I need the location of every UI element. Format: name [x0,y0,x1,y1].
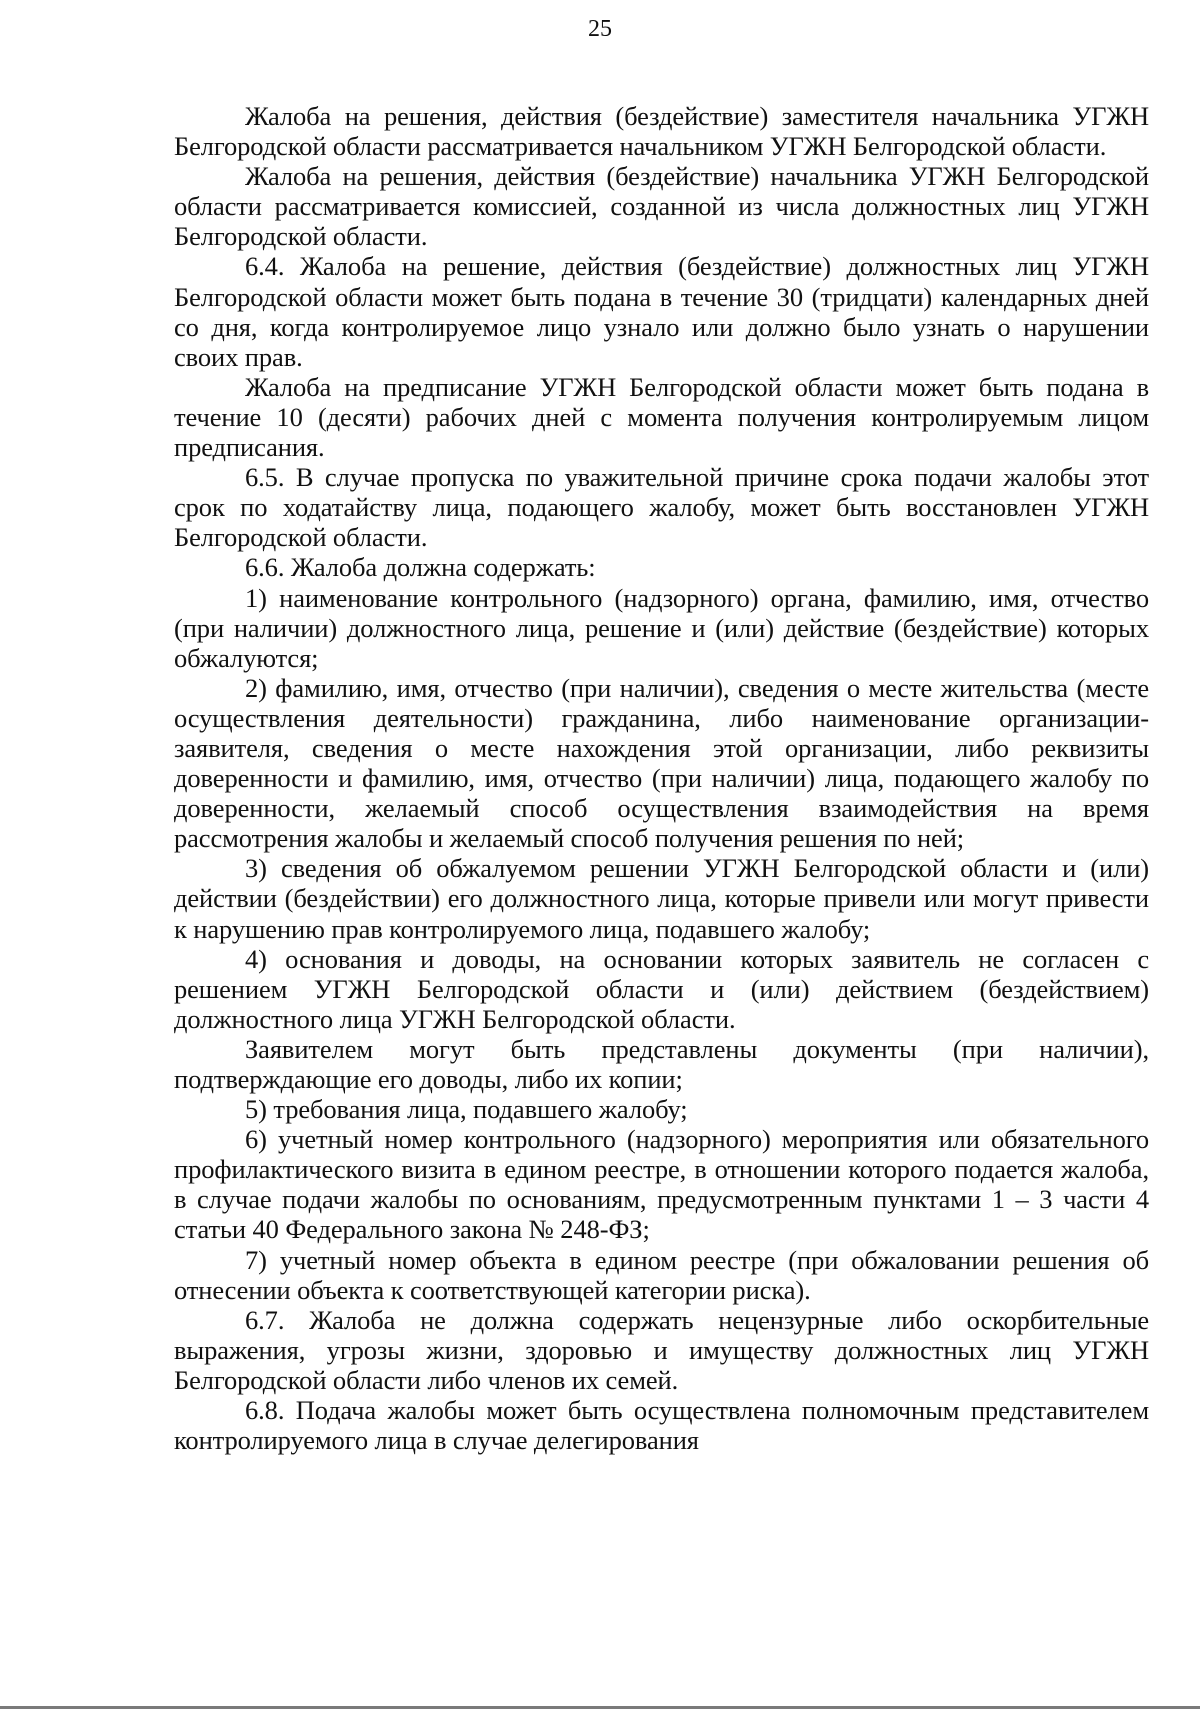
paragraph-complaint-prescription: Жалоба на предписание УГЖН Белгородской области может быть подана в течение 10 (десяти) рабочих дней с момента получения контролируемым лицом предписания. [174,371,1149,463]
list-item-4: 4) основания и доводы, на основании которых заявитель не согласен с решением УГЖН Белгородской области и (или) действием (бездействием) должностного лица УГЖН Белгородской области. [174,943,1149,1034]
list-item-7: 7) учетный номер объекта в едином реестре (при обжаловании решения об отнесении объекта к соответствующей категории риска). [174,1244,1149,1305]
list-item-1: 1) наименование контрольного (надзорного) органа, фамилию, имя, отчество (при наличии) должностного лица, решение и (или) действие (бездействие) которых обжалуются; [174,582,1149,673]
paragraph-6-4: 6.4. Жалоба на решение, действия (бездействие) должностных лиц УГЖН Белгородской области может быть подана в течение 30 (тридцати) календарных дней со дня, когда контролируемое лицо узнало или должно было узнать о нарушении своих прав. [174,251,1149,372]
paragraph-6-7: 6.7. Жалоба не должна содержать нецензурные либо оскорбительные выражения, угрозы жизни, здоровью и имуществу должностных лиц УГЖН Белгородской области либо членов их семей. [174,1304,1149,1395]
paragraph-applicant-documents: Заявителем могут быть представлены документы (при наличии), подтверждающие его доводы, либо их копии; [174,1033,1149,1094]
paragraph-complaint-deputy-head: Жалоба на решения, действия (бездействие) заместителя начальника УГЖН Белгородской области рассматривается начальником УГЖН Белгородской области. [174,101,1149,162]
list-item-6: 6) учетный номер контрольного (надзорного) мероприятия или обязательного профилактического визита в едином реестре, в отношении которого подается жалоба, в случае подачи жалобы по основаниям, предусмотренным пунктами 1 – 3 части 4 статьи 40 Федерального закона № 248-ФЗ; [174,1124,1149,1245]
list-item-5: 5) требования лица, подавшего жалобу; [245,1094,688,1125]
page-number: 25 [588,16,612,42]
paragraph-6-6: 6.6. Жалоба должна содержать: [245,552,596,583]
paragraph-complaint-head: Жалоба на решения, действия (бездействие) начальника УГЖН Белгородской области рассматривается комиссией, созданной из числа должностных лиц УГЖН Белгородской области. [174,161,1149,252]
document-body [174,101,1149,1455]
paragraph-6-8: 6.8. Подача жалобы может быть осуществлена полномочным представителем контролируемого лица в случае делегирования [174,1395,1149,1456]
list-item-3: 3) сведения об обжалуемом решении УГЖН Белгородской области и (или) действии (бездействии) его должностного лица, которые привели или могут привести к нарушению прав контролируемого лица, подавшего жалобу; [174,853,1149,944]
list-item-2: 2) фамилию, имя, отчество (при наличии), сведения о месте жительства (месте осуществления деятельности) гражданина, либо наименование организации-заявителя, сведения о месте нахождения этой организации, либо реквизиты доверенности и фамилию, имя, отчество (при наличии) лица, подающего жалобу по доверенности, желаемый способ осуществления взаимодействия на время рассмотрения жалобы и желаемый способ получения решения по ней; [174,672,1149,854]
paragraph-6-5: 6.5. В случае пропуска по уважительной причине срока подачи жалобы этот срок по ходатайству лица, подающего жалобу, может быть восстановлен УГЖН Белгородской области. [174,462,1149,553]
